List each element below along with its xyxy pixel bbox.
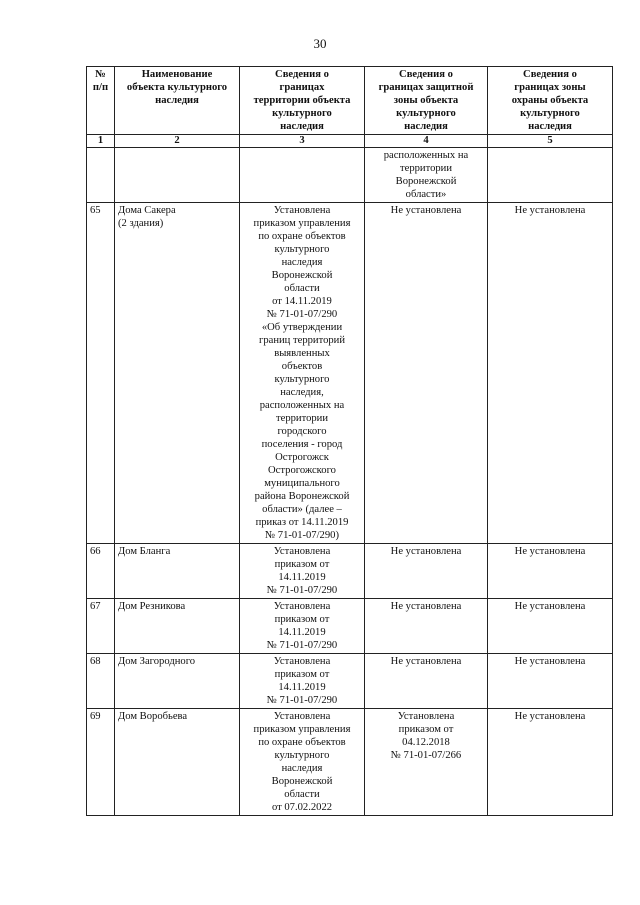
heritage-objects-table [86,66,613,816]
protective-zone-info: расположенных на территории Воронежской области» [365,148,488,203]
protection-zone-info: Не установлена [488,654,613,709]
header-protective-zone: Сведения о границах защитной зоны объекта культурного наследия [365,67,488,135]
column-number: 3 [240,135,365,148]
table-row [87,544,613,599]
object-name: Дом Резникова [115,599,240,654]
protective-zone-info: Установлена приказом от 04.12.2018 № 71-01-07/266 [365,709,488,816]
protective-zone-info: Не установлена [365,599,488,654]
column-number: 5 [488,135,613,148]
table-row [87,709,613,816]
territory-info: Установлена приказом от 14.11.2019 № 71-01-07/290 [240,599,365,654]
table-row [87,148,613,203]
column-number: 4 [365,135,488,148]
column-numbers-row [87,135,613,148]
territory-info: Установлена приказом от 14.11.2019 № 71-01-07/290 [240,544,365,599]
table-row [87,203,613,544]
row-number: 66 [87,544,115,599]
row-number: 68 [87,654,115,709]
table-row [87,654,613,709]
object-name [115,148,240,203]
protective-zone-info: Не установлена [365,203,488,544]
table-header-row [87,67,613,135]
protective-zone-info: Не установлена [365,654,488,709]
object-name: Дом Бланга [115,544,240,599]
protection-zone-info: Не установлена [488,544,613,599]
header-number: № п/п [87,67,115,135]
column-number: 2 [115,135,240,148]
territory-info [240,148,365,203]
protection-zone-info: Не установлена [488,203,613,544]
protection-zone-info: Не установлена [488,709,613,816]
protection-zone-info [488,148,613,203]
object-name: Дома Сакера (2 здания) [115,203,240,544]
protective-zone-info: Не установлена [365,544,488,599]
object-name: Дом Воробьева [115,709,240,816]
column-number: 1 [87,135,115,148]
object-name: Дом Загородного [115,654,240,709]
row-number: 65 [87,203,115,544]
row-number: 69 [87,709,115,816]
territory-info: Установлена приказом управления по охране объектов культурного наследия Воронежской области от 07.02.2022 [240,709,365,816]
row-number [87,148,115,203]
table-row [87,599,613,654]
page-number: 30 [313,36,327,51]
header-protection-zone: Сведения о границах зоны охраны объекта культурного наследия [488,67,613,135]
row-number: 67 [87,599,115,654]
territory-info: Установлена приказом от 14.11.2019 № 71-01-07/290 [240,654,365,709]
territory-info: Установлена приказом управления по охране объектов культурного наследия Воронежской области от 14.11.2019 № 71-01-07/290 «Об утверждении границ территорий выявленных объектов культурного наследия, расположенных на территории городского поселения - город Острогожск Острогожского муниципального района Воронежской области» (далее – приказ от 14.11.2019 № 71-01-07/290) [240,203,365,544]
header-territory-boundaries: Сведения о границах территории объекта культурного наследия [240,67,365,135]
protection-zone-info: Не установлена [488,599,613,654]
header-object-name: Наименование объекта культурного наследия [115,67,240,135]
